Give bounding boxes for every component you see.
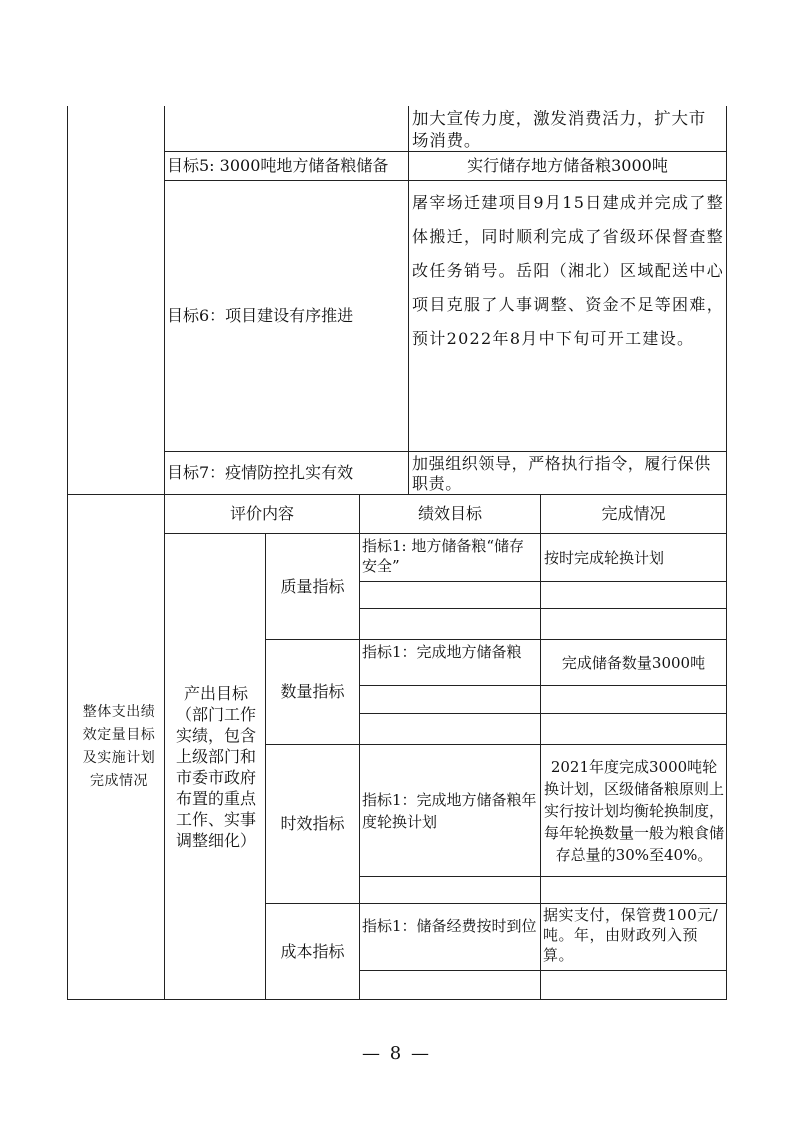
timeliness-label: 时效指标 bbox=[280, 814, 345, 833]
output-target-label: 产出目标（部门工作实绩，包含上级部门和市委市政府布置的重点工作、实事调整细化） bbox=[175, 684, 256, 850]
quality-label: 质量指标 bbox=[280, 576, 345, 596]
upper-divider-1 bbox=[164, 106, 165, 494]
side-label: 整体支出绩效定量目标及实施计划完成情况 bbox=[82, 704, 156, 789]
lower-divider-3 bbox=[359, 494, 360, 1000]
timeliness-target: 指标1：完成地方储备粮年度轮换计划 bbox=[362, 790, 537, 831]
cost-label: 成本指标 bbox=[280, 942, 345, 961]
timeliness-line-1 bbox=[359, 876, 726, 877]
header-target: 绩效目标 bbox=[417, 504, 482, 523]
lower-divider-4 bbox=[540, 494, 541, 1000]
goal5-text: 实行储存地方储备粮3000吨 bbox=[467, 156, 668, 175]
header-result: 完成情况 bbox=[601, 504, 666, 523]
quantity-result: 完成储备数量3000吨 bbox=[561, 653, 706, 672]
header-eval: 评价内容 bbox=[229, 504, 294, 523]
quantity-target: 指标1：完成地方储备粮 bbox=[362, 643, 522, 661]
page-number: — 8 — bbox=[362, 1043, 431, 1064]
quality-result: 按时完成轮换计划 bbox=[544, 548, 665, 567]
quality-line-1 bbox=[359, 581, 726, 582]
cost-target: 指标1：储备经费按时到位 bbox=[362, 917, 537, 935]
goal5-label: 目标5: 3000吨地方储备粮储备 bbox=[167, 156, 389, 175]
goal6-text: 屠宰场迁建项目9月15日建成并完成了整体搬迁，同时顺利完成了省级环保督查整改任务销号。岳阳（湘北）区域配送中心项目克服了人事调整、资金不足等困难，预计2022年8月中下旬可开工建设。 bbox=[412, 193, 724, 348]
quantity-line-2 bbox=[359, 713, 726, 714]
lower-divider-1 bbox=[164, 494, 165, 1000]
goal7-label: 目标7：疫情防控扎实有效 bbox=[167, 463, 354, 482]
row-a-text: 加大宣传力度，激发消费活力，扩大市场消费。 bbox=[412, 109, 707, 150]
goal6-label: 目标6：项目建设有序推进 bbox=[167, 306, 354, 325]
table-border-right bbox=[726, 106, 727, 1000]
quantity-line-1 bbox=[359, 685, 726, 686]
cost-result: 据实支付，保管费100元/吨。年，由财政列入预算。 bbox=[543, 906, 719, 964]
quality-line-2 bbox=[359, 608, 726, 609]
cost-line-1 bbox=[359, 970, 726, 971]
quality-target: 指标1: 地方储备粮“储存安全” bbox=[362, 537, 525, 575]
table-border-left bbox=[67, 106, 68, 1000]
table-bottom-line bbox=[67, 999, 727, 1000]
quantity-label: 数量指标 bbox=[280, 682, 345, 701]
goal7-text: 加强组织领导，严格执行指令，履行保供职责。 bbox=[412, 454, 711, 493]
timeliness-result: 2021年度完成3000吨轮换计划，区级储备粮原则上实行按计划均衡轮换制度，每年轮换数量一般为粮食储存总量的30%至40%。 bbox=[544, 757, 725, 864]
